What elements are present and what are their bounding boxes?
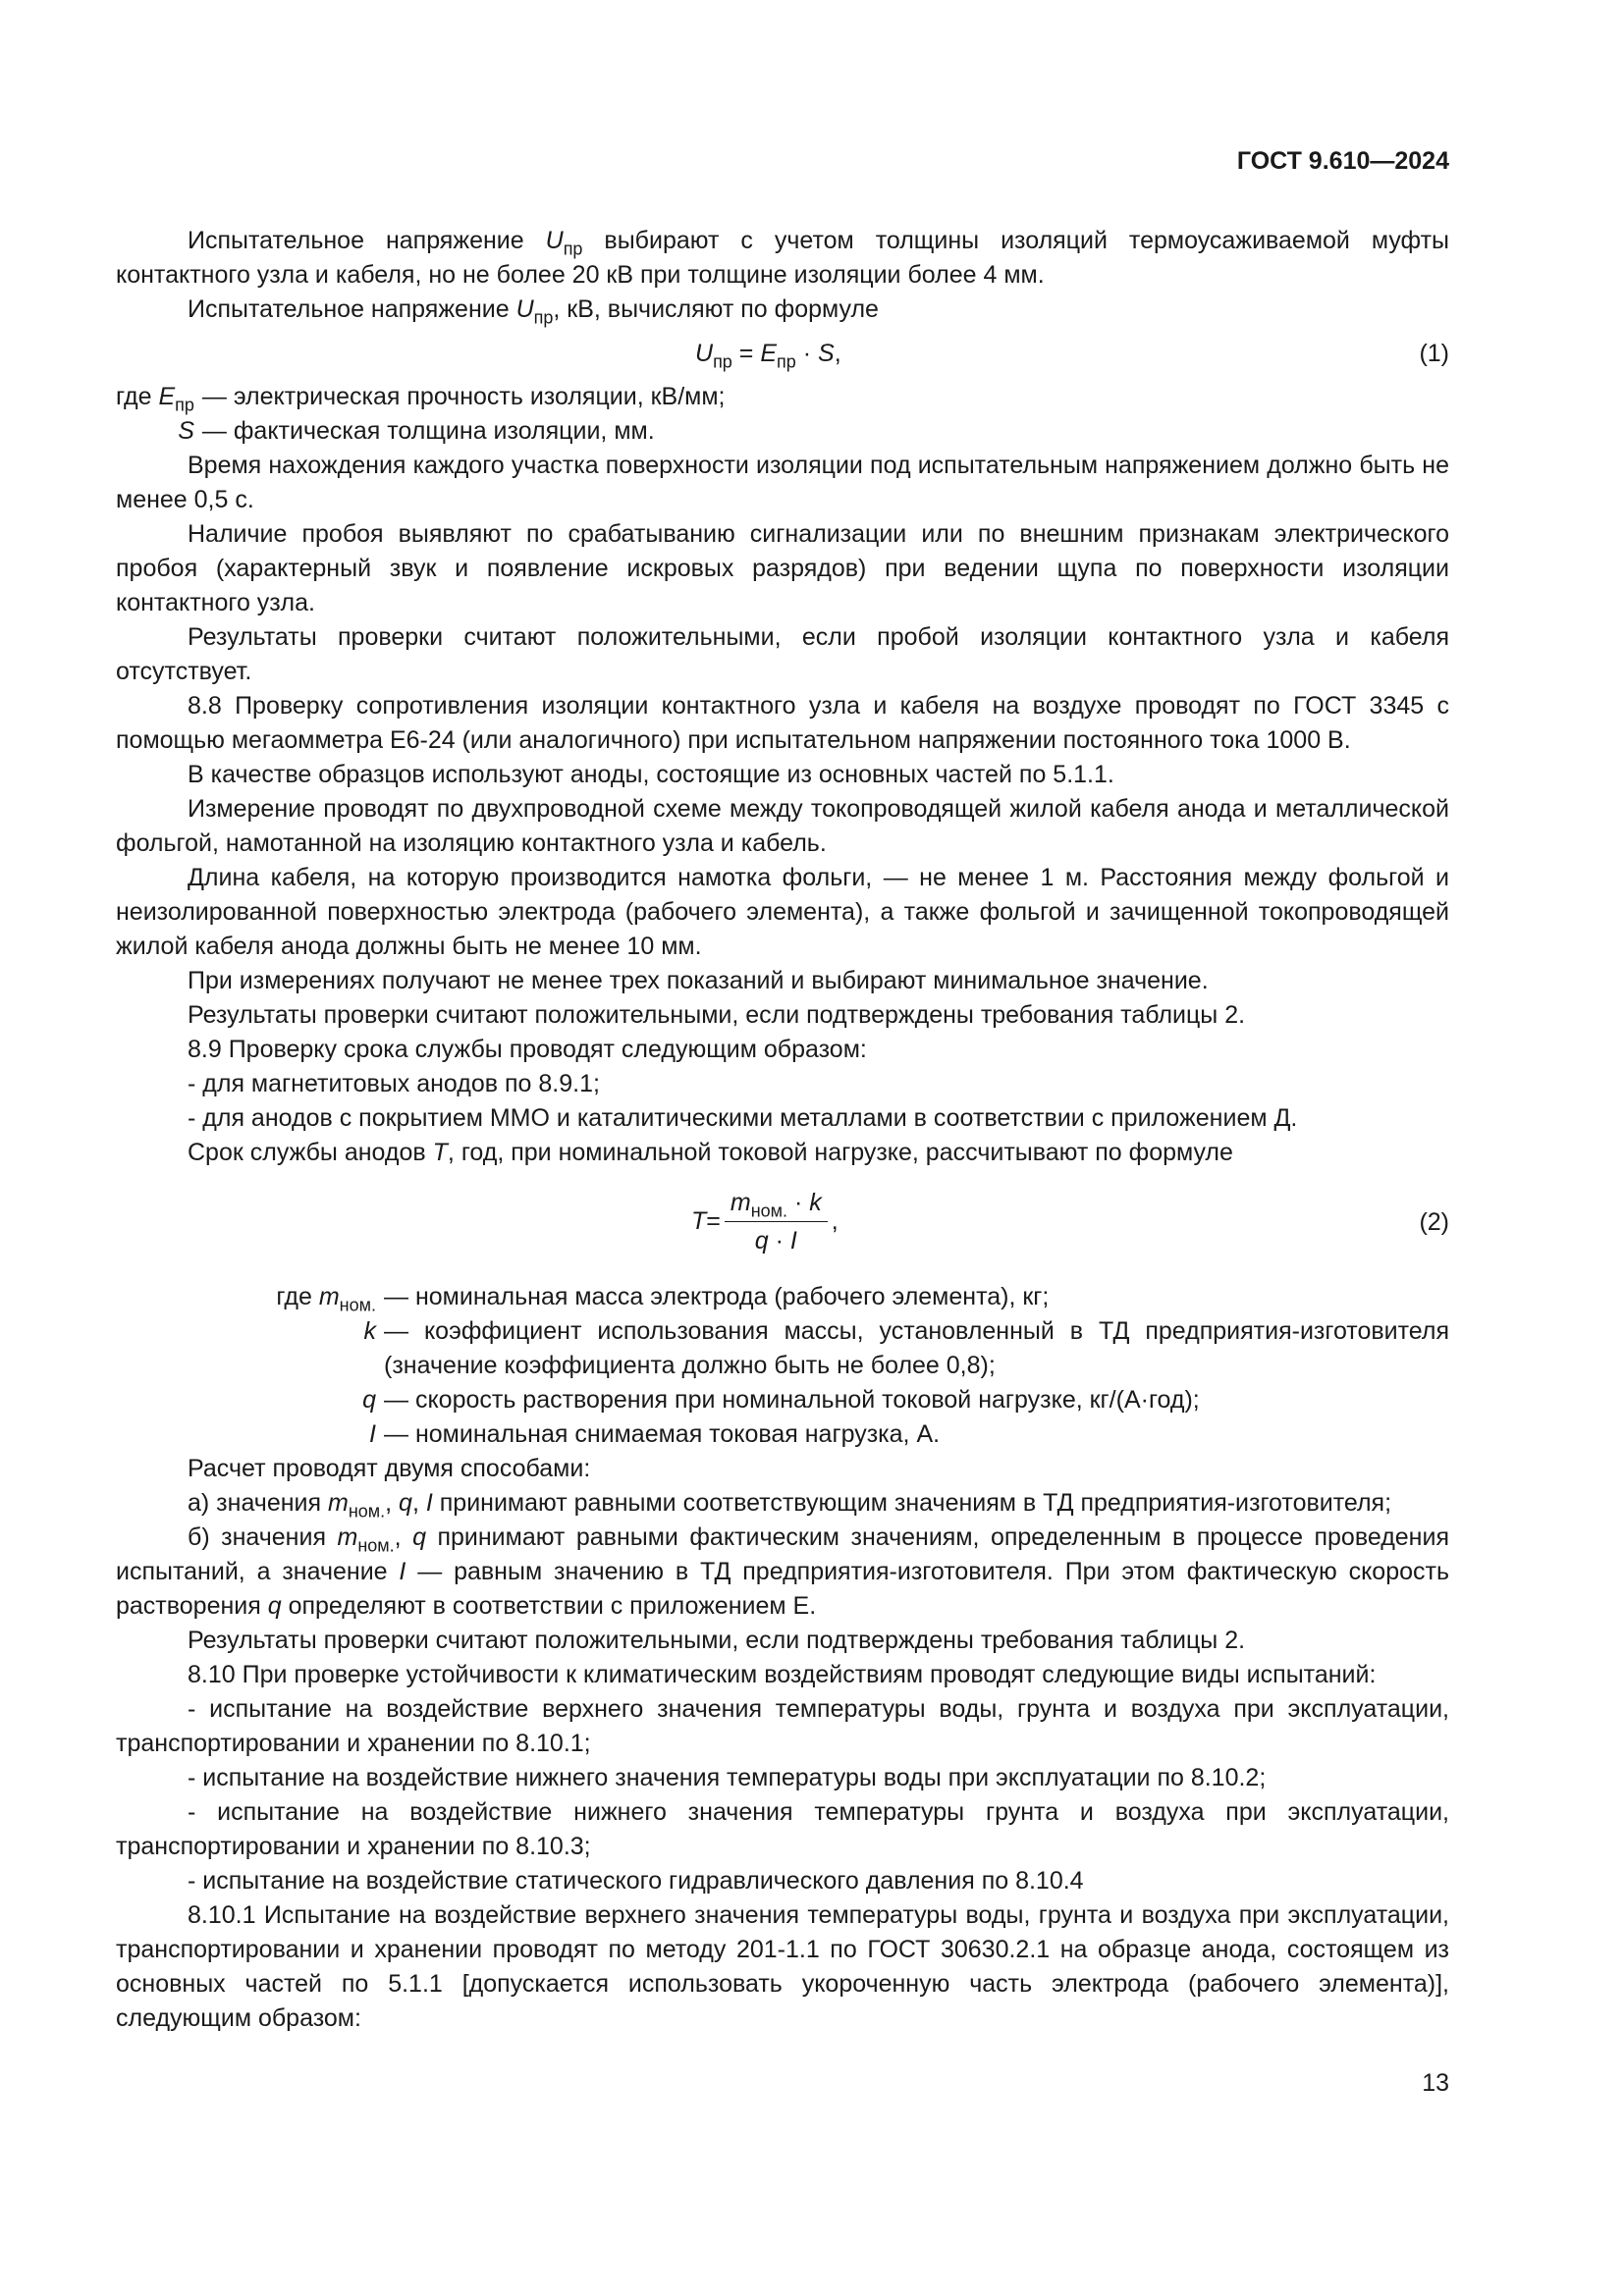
paragraph: 8.10 При проверке устойчивости к климатическим воздействиям проводят следующие виды испытаний: bbox=[188, 1661, 1377, 1688]
paragraph: При измерениях получают не менее трех показаний и выбирают минимальное значение. bbox=[188, 967, 1209, 994]
paragraph: 8.8 Проверку сопротивления изоляции контактного узла и кабеля на воздухе проводят по ГОСТ 3345 с помощью мегаомметра Е6-24 (или аналогичного) при испытательном напряжении постоянного тока 1000 В. bbox=[116, 692, 1449, 754]
formula-2 bbox=[116, 1180, 1449, 1274]
formula-1-number: (1) bbox=[1419, 340, 1449, 367]
paragraph: Расчет проводят двумя способами: bbox=[188, 1455, 591, 1482]
list-item: - испытание на воздействие верхнего значения температуры воды, грунта и воздуха при эксплуатации, транспортировании и хранении по 8.10.1; bbox=[116, 1695, 1449, 1757]
paragraph: Результаты проверки считают положительными, если подтверждены требования таблицы 2. bbox=[188, 1001, 1246, 1029]
paragraph: Срок службы анодов T, год, при номинальной токовой нагрузке, рассчитывают по формуле bbox=[188, 1139, 1233, 1166]
paragraph: Измерение проводят по двухпроводной схеме между токопроводящей жилой кабеля анода и металлической фольгой, намотанной на изоляцию контактного узла и кабель. bbox=[116, 795, 1449, 857]
paragraph: 8.9 Проверку срока службы проводят следующим образом: bbox=[188, 1036, 867, 1063]
paragraph: 8.10.1 Испытание на воздействие верхнего значения температуры воды, грунта и воздуха при эксплуатации, транспортировании и хранении проводят по методу 201-1.1 по ГОСТ 30630.2.1 на образце анода, состоящем из основных частей по 5.1.1 [допускается использовать укороченную часть электрода (рабочего элемента)], следующим образом: bbox=[116, 1901, 1449, 2032]
document-header: ГОСТ 9.610—2024 bbox=[1236, 147, 1449, 175]
paragraph: Результаты проверки считают положительными, если пробой изоляции контактного узла и кабеля отсутствует. bbox=[116, 623, 1449, 685]
paragraph: В качестве образцов используют аноды, состоящие из основных частей по 5.1.1. bbox=[188, 761, 1114, 788]
paragraph: Наличие пробоя выявляют по срабатыванию сигнализации или по внешним признакам электрического пробоя (характерный звук и появление искровых разрядов) при ведении щупа по поверхности изоляции контактного узла. bbox=[116, 520, 1449, 616]
paragraph: Время нахождения каждого участка поверхности изоляции под испытательным напряжением должно быть не менее 0,5 с. bbox=[116, 452, 1449, 513]
formula-1-expression: $U_{пр} = E_{пр} \cdot S$, bbox=[695, 340, 841, 372]
page-number: 13 bbox=[1422, 2069, 1449, 2097]
paragraph: б) значения $m_{ном.}$, q принимают равными фактическим значениям, определенным в процессе проведения испытаний, а значение I — равным значению в ТД предприятия-изготовителя. При этом фактическую скорость растворения q определяют в соответствии с приложением Е. bbox=[116, 1523, 1449, 1620]
formula-2-number: (2) bbox=[1419, 1208, 1449, 1236]
list-item: - испытание на воздействие нижнего значения температуры воды при эксплуатации по 8.10.2; bbox=[188, 1764, 1267, 1791]
formula-1 bbox=[116, 327, 1449, 380]
list-item: - испытание на воздействие статического гидравлического давления по 8.10.4 bbox=[188, 1867, 1084, 1895]
where-list-1: где $E_{пр}$ — электрическая прочность изоляции, кВ/мм; S — фактическая толщина изоляции, мм. bbox=[116, 383, 726, 445]
paragraph: а) значения $m_{ном.}$, q, I принимают равными соответствующим значениям в ТД предприятия-изготовителя; bbox=[188, 1489, 1392, 1522]
list-item: - для магнетитовых анодов по 8.9.1; bbox=[188, 1070, 600, 1097]
paragraph: Результаты проверки считают положительными, если подтверждены требования таблицы 2. bbox=[188, 1627, 1246, 1654]
where-list-2: где $m_{ном.}$ — номинальная масса электрода (рабочего элемента), кг; k — коэффициент использования массы, установленный в ТД предприятия-изготовителя (значение коэффициента должно быть не более 0,8); q — скорость растворения при номинальной токовой нагрузке, кг/(А·год); I — номинальная снимаемая токовая нагрузка, А. bbox=[276, 1283, 1449, 1448]
paragraph: Испытательное напряжение $U_{пр}$, кВ, вычисляют по формуле bbox=[188, 295, 879, 328]
list-item: - для анодов с покрытием ММО и каталитическими металлами в соответствии с приложением Д. bbox=[188, 1104, 1298, 1132]
paragraph: Длина кабеля, на которую производится намотка фольги, — не менее 1 м. Расстояния между фольгой и неизолированной поверхностью электрода (рабочего элемента), а также фольгой и зачищенной токопроводящей жилой кабеля анода должны быть не менее 10 мм. bbox=[116, 864, 1449, 960]
list-item: - испытание на воздействие нижнего значения температуры грунта и воздуха при эксплуатации, транспортировании и хранении по 8.10.3; bbox=[116, 1798, 1449, 1860]
formula-2-expression: T = $m_{ном.} \cdot k$ q · I , bbox=[691, 1184, 839, 1259]
document-body bbox=[116, 224, 1449, 2036]
paragraph: Испытательное напряжение $U_{пр}$ выбирают с учетом толщины изоляций термоусаживаемой муфты контактного узла и кабеля, но не более 20 кВ при толщине изоляции более 4 мм. bbox=[116, 227, 1449, 289]
